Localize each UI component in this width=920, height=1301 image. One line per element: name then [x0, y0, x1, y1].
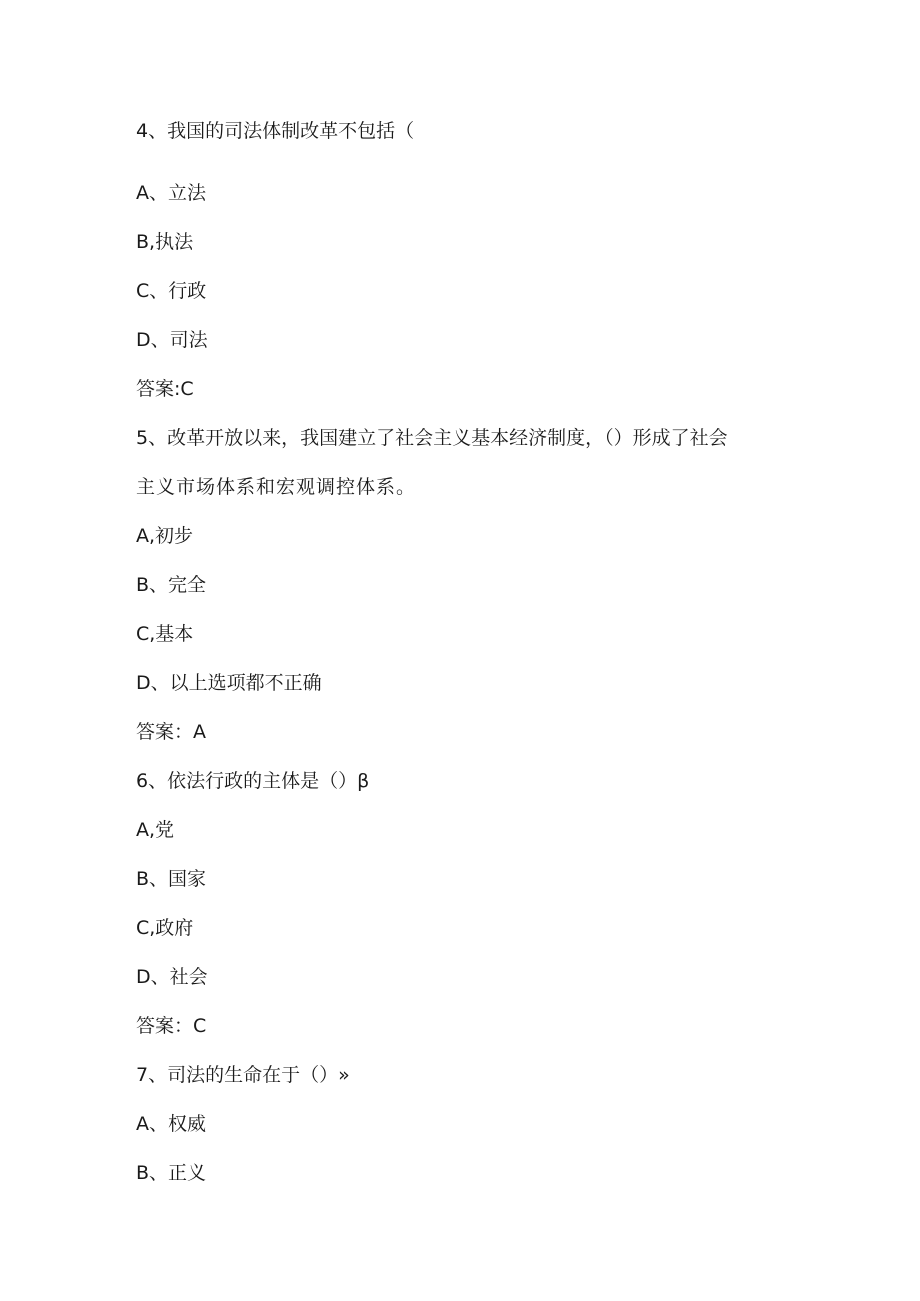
question-7-option-b: B、正义: [136, 1162, 207, 1184]
question-5-stem-line-1: 5、改革开放以来，我国建立了社会主义基本经济制度，（）形成了社会: [136, 427, 728, 449]
question-5-stem-line-2: 主义市场体系和宏观调控体系。: [136, 476, 417, 498]
question-6-option-b: B、国家: [136, 868, 207, 890]
question-5-option-a: A,初步: [136, 525, 194, 547]
question-5-answer: 答案：A: [136, 721, 206, 743]
question-4-option-a: A、立法: [136, 182, 206, 204]
question-4-stem: 4、我国的司法体制改革不包括（: [136, 120, 415, 142]
question-7-stem: 7、司法的生命在于（）»: [136, 1064, 350, 1086]
question-6-option-c: C,政府: [136, 917, 194, 939]
question-4-option-b: B,执法: [136, 231, 194, 253]
question-4-option-d: D、司法: [136, 329, 208, 351]
question-5-option-d: D、以上选项都不正确: [136, 672, 322, 694]
question-4-option-c: C、行政: [136, 280, 207, 302]
question-5-option-c: C,基本: [136, 623, 194, 645]
question-6-option-d: D、社会: [136, 966, 208, 988]
question-7-option-a: A、权威: [136, 1113, 206, 1135]
question-6-option-a: A,党: [136, 819, 175, 841]
question-5-option-b: B、完全: [136, 574, 207, 596]
question-6-stem: 6、依法行政的主体是（）β: [136, 770, 370, 792]
question-6-answer: 答案：C: [136, 1015, 207, 1037]
question-4-answer: 答案:C: [136, 378, 194, 400]
